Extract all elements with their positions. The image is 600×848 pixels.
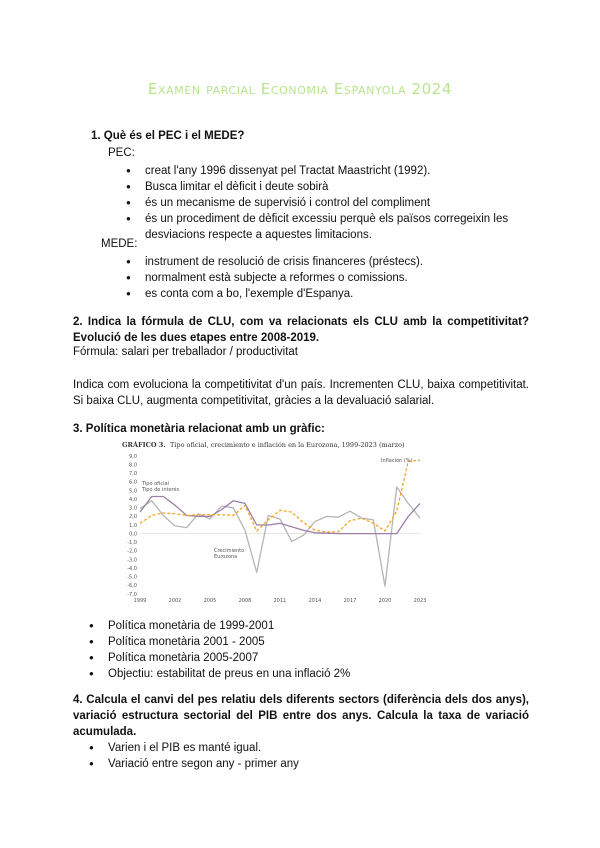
y-tick-label: -1,0 [127,540,137,547]
list-item: ● Busca limitar el dèficit i deute sobirà [145,179,530,195]
series-line-inflaci-n [140,460,420,532]
y-tick-label: 0,0 [129,531,137,538]
list-item: ● Varien i el PIB es manté igual. [108,740,508,756]
y-tick-label: 4,0 [129,496,137,503]
series-line-tipo-oficial [140,497,420,534]
x-tick-label: 2005 [203,598,217,604]
x-tick-label: 2020 [378,598,392,604]
question-3-heading: 3. Política monetària relacionat amb un gràfic: [73,423,325,435]
list-item: ● Variació entre segon any - primer any [108,756,508,772]
y-tick-label: -4,0 [127,565,137,572]
clu-paragraph: Indica com evoluciona la competitivitat d'un país. Incrementen CLU, baixa competitivitat. Si baixa CLU, augmenta competitivitat, gràcies a la devaluació salarial. [73,379,529,407]
legend-label: Eurozona [214,554,238,560]
y-tick-label: -5,0 [127,574,137,581]
list-item: ● normalment està subjecte a reformes o comissions. [145,270,530,286]
mede-label: MEDE: [101,238,138,250]
x-tick-label: 2002 [168,598,182,604]
y-tick-label: 6,0 [129,479,137,486]
y-tick-label: 2,0 [129,514,137,521]
y-tick-label: 9,0 [129,453,137,460]
y-tick-label: 5,0 [129,488,137,495]
pec-label: PEC: [108,147,135,159]
x-tick-label: 2008 [238,598,252,604]
x-tick-label: 2014 [308,598,322,604]
legend-label: Tipo de interés [142,487,180,493]
y-tick-label: -7,0 [127,591,137,598]
legend-label: Inflación (%) [381,458,413,464]
x-tick-label: 2011 [273,598,287,604]
question-1-heading: 1. Què és el PEC i el MEDE? [91,130,245,142]
list-item: ● Política monetària 2005-2007 [108,650,508,666]
legend-label: Crecimiento [214,548,245,554]
y-tick-label: -6,0 [127,583,137,590]
pec-list [145,163,530,243]
y-tick-label: -2,0 [127,548,137,555]
x-tick-label: 2017 [343,598,357,604]
y-tick-label: 8,0 [129,462,137,469]
list-item: ● creat l'any 1996 dissenyat pel Tractat Maastricht (1992). [145,163,530,179]
mede-list [145,254,530,302]
list-item: ● Política monetària de 1999-2001 [108,618,508,634]
chart-title-prefix: GRÁFICO 3. [122,441,166,449]
x-tick-label: 1999 [133,598,147,604]
legend-label: Tipo oficial [142,481,169,487]
question-4-heading: 4. Calcula el canvi del pes relatiu dels diferents sectors (diferència dels dos anys), variació estructura sectorial del PIB entre dos anys. Calcula la taxa de variació acumulada. [73,694,529,738]
y-tick-label: 1,0 [129,522,137,529]
list-item: ● Política monetària 2001 - 2005 [108,634,508,650]
page-title: Examen parcial Economia Espanyola 2024 [147,80,453,98]
list-item: ● es conta com a bo, l'exemple d'Espanya. [145,286,530,302]
list-item: ● instrument de resolució de crisis financeres (préstecs). [145,254,530,270]
y-tick-label: 3,0 [129,505,137,512]
question-2-heading: 2. Indica la fórmula de CLU, com va relacionats els CLU amb la competitivitat? Evolució de les dues etapes entre 2008-2019. [73,316,529,344]
chart-title: Tipo oficial, crecimiento e inflación en la Eurozona, 1999-2023 (marzo) [170,441,405,449]
x-tick-label: 2023 [413,598,427,604]
q4-list [108,740,508,772]
clu-formula: Fórmula: salari per treballador / productivitat [73,346,298,358]
q3-list [108,618,508,682]
y-tick-label: -3,0 [127,557,137,564]
y-tick-label: 7,0 [129,471,137,478]
list-item: ● Objectiu: estabilitat de preus en una inflació 2% [108,666,508,682]
list-item: ● és un mecanisme de supervisió i control del compliment [145,195,530,211]
list-item: ● és un procediment de dèficit excessiu perquè els països corregeixin les desviacions respecte a aquestes limitacions. [145,211,530,243]
series-line-crecimiento [140,487,420,586]
monetary-policy-chart [118,438,428,608]
